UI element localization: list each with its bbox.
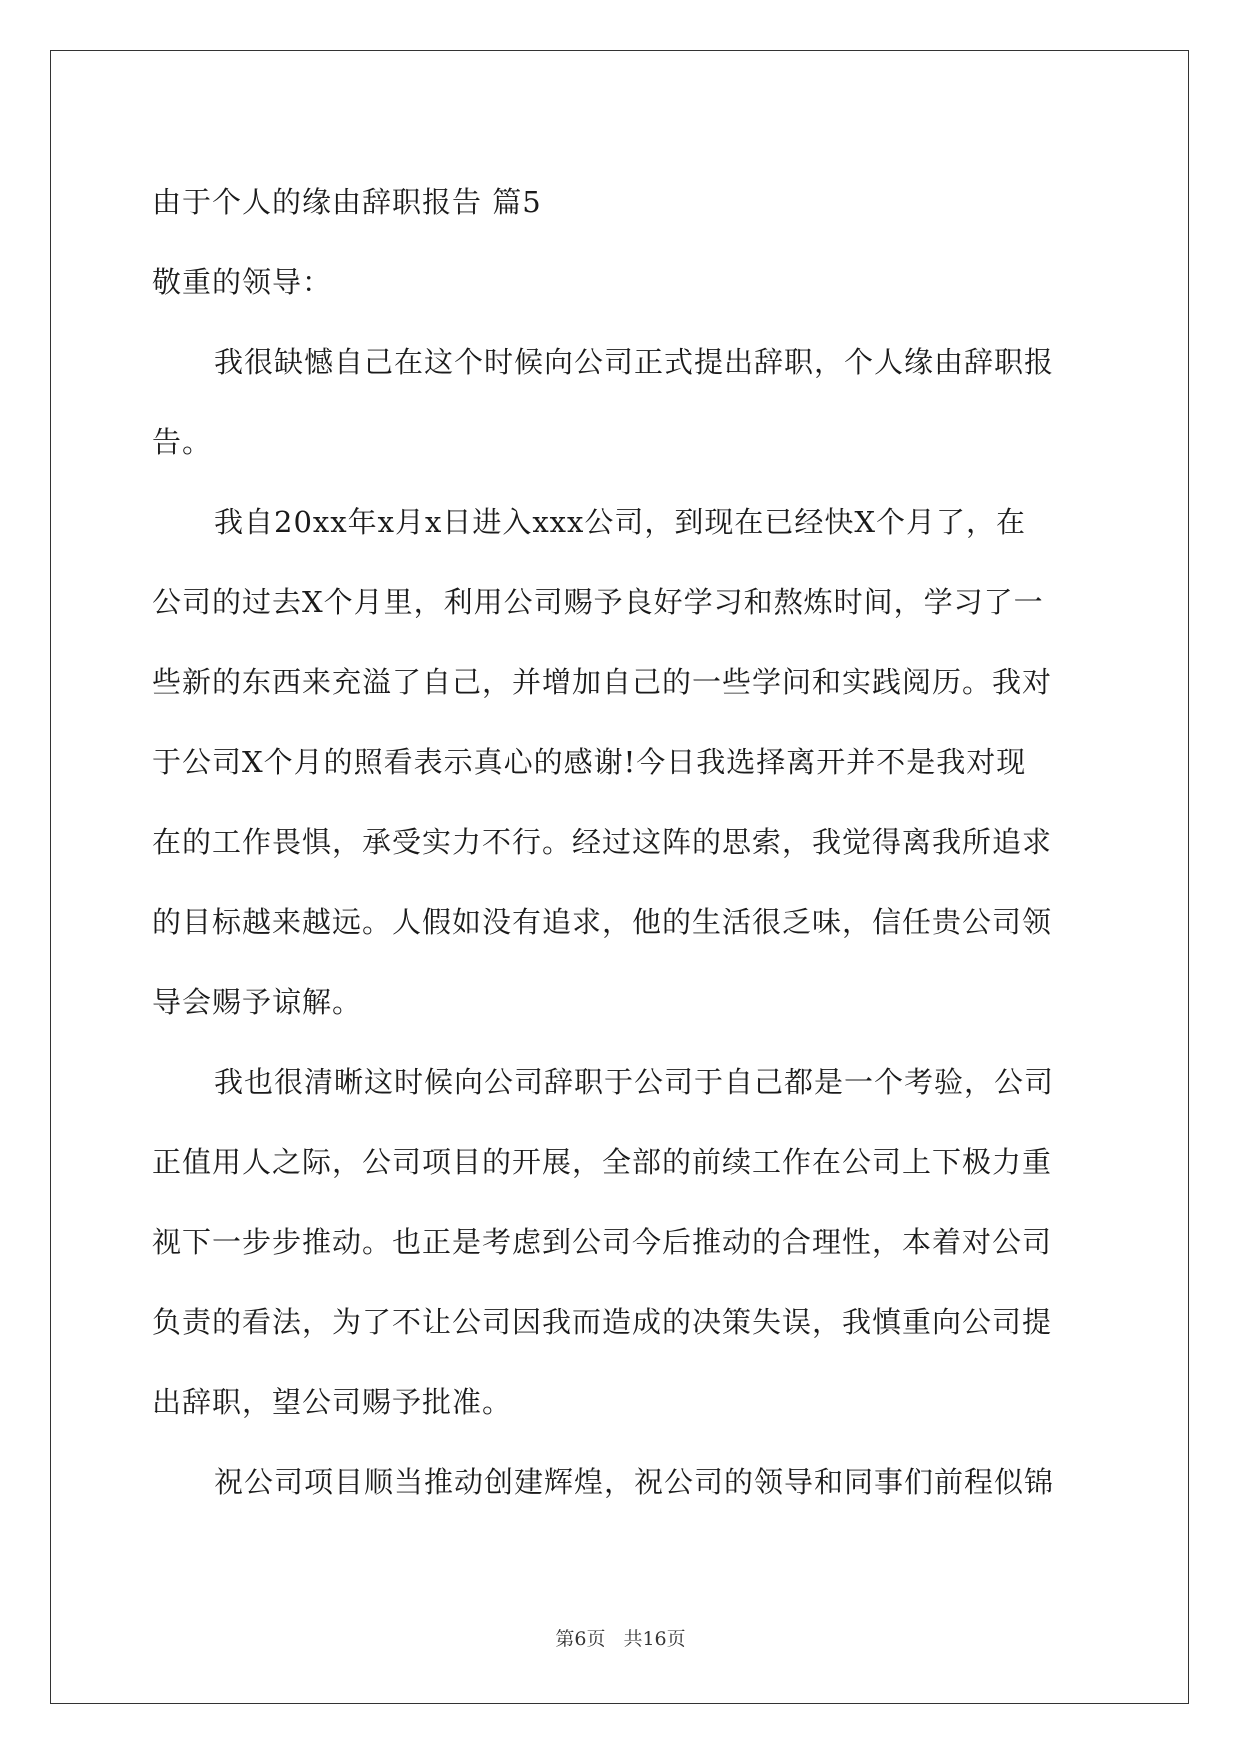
page-number: 第6页 — [555, 1628, 606, 1650]
page-footer — [0, 1624, 1241, 1651]
document-body — [152, 162, 1088, 1522]
paragraph-line: 祝公司项目顺当推动创建辉煌，祝公司的领导和同事们前程似锦 — [214, 1465, 1055, 1499]
paragraph-line: 导会赐予谅解。 — [152, 985, 363, 1019]
paragraph-line: 正值用人之际，公司项目的开展，全部的前续工作在公司上下极力重 — [152, 1145, 1053, 1179]
paragraph-line: 告。 — [152, 425, 213, 459]
document-heading: 由于个人的缘由辞职报告 篇5 — [152, 185, 542, 219]
page-total: 共16页 — [623, 1628, 686, 1650]
paragraph-line: 公司的过去X个月里，利用公司赐予良好学习和熬炼时间，学习了一 — [152, 585, 1044, 619]
paragraph-line: 我也很清晰这时候向公司辞职于公司于自己都是一个考验，公司 — [214, 1065, 1055, 1099]
paragraph-line: 的目标越来越远。人假如没有追求，他的生活很乏味，信任贵公司领 — [152, 905, 1053, 939]
paragraph-line: 我自20xx年x月x日进入xxx公司，到现在已经快X个月了，在 — [214, 505, 1027, 539]
paragraph-line: 在的工作畏惧，承受实力不行。经过这阵的思索，我觉得离我所追求 — [152, 825, 1053, 859]
paragraph-line: 视下一步步推动。也正是考虑到公司今后推动的合理性，本着对公司 — [152, 1225, 1053, 1259]
salutation: 敬重的领导： — [152, 265, 333, 299]
paragraph-line: 出辞职，望公司赐予批准。 — [152, 1385, 513, 1419]
paragraph-line: 负责的看法，为了不让公司因我而造成的决策失误，我慎重向公司提 — [152, 1305, 1053, 1339]
paragraph-line: 于公司X个月的照看表示真心的感谢!今日我选择离开并不是我对现 — [152, 745, 1027, 779]
paragraph-line: 我很缺憾自己在这个时候向公司正式提出辞职，个人缘由辞职报 — [214, 345, 1055, 379]
paragraph-line: 些新的东西来充溢了自己，并增加自己的一些学问和实践阅历。我对 — [152, 665, 1053, 699]
